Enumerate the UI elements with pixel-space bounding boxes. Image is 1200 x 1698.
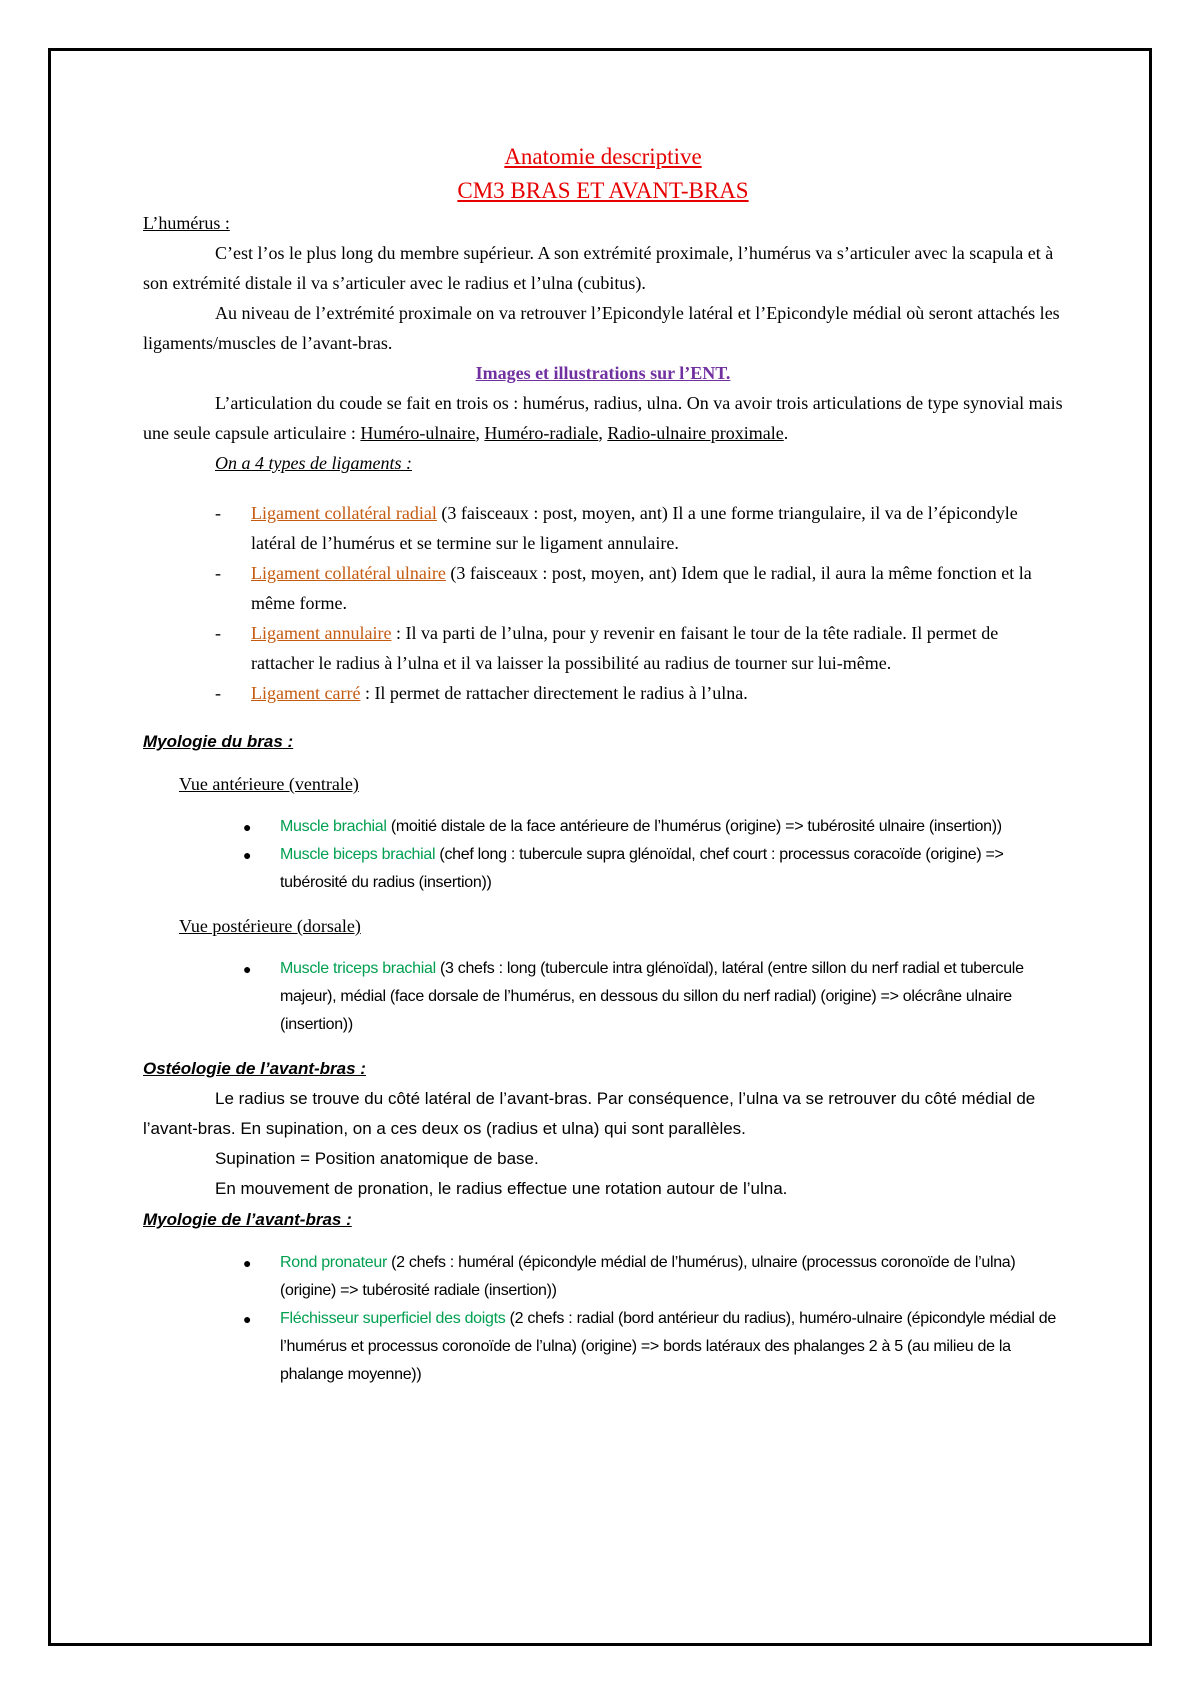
muscle-name: Muscle biceps brachial: [280, 846, 436, 863]
list-item: [143, 1305, 1063, 1389]
list-item: [143, 1249, 1063, 1305]
forearm-muscles-list: [143, 1249, 1063, 1389]
period: .: [783, 423, 789, 443]
ligament-description: (3 faisceaux : post, moyen, ant) Idem que le radial, il aura la même fonction et la même forme.: [251, 563, 1032, 613]
humerus-paragraph-2: Au niveau de l’extrémité proximale on va retrouver l’Epicondyle latéral et l’Epicondyle médial où seront attachés les ligaments/muscles de l’avant-bras.: [143, 303, 1060, 353]
humerus-heading: L’humérus :: [143, 213, 230, 233]
separator: ,: [598, 423, 608, 443]
muscle-name: Muscle brachial: [280, 818, 387, 835]
posterior-view-heading: Vue postérieure (dorsale): [179, 916, 361, 936]
anterior-view-heading: Vue antérieure (ventrale): [179, 774, 359, 794]
section-heading: Ostéologie de l’avant-bras :: [143, 1059, 366, 1078]
muscle-name: Rond pronateur: [280, 1254, 387, 1271]
list-item: [143, 618, 1063, 678]
section-heading: Myologie du bras :: [143, 732, 294, 751]
articulation-text: L’articulation du coude se fait en trois os : humérus, radius, ulna. On va avoir trois articulations de type synovial mais une seule capsule articulaire :: [143, 393, 1063, 443]
document-body: [143, 140, 1063, 1389]
posterior-muscles-list: [143, 955, 1063, 1039]
humerus-paragraph-1: C’est l’os le plus long du membre supérieur. A son extrémité proximale, l’humérus va s’articuler avec la scapula et à son extrémité distale il va s’articuler avec le radius et l’ulna (cubitus).: [143, 243, 1054, 293]
list-item: [143, 841, 1063, 897]
bullet-icon: ●: [243, 847, 252, 863]
muscle-description: (3 chefs : long (tubercule intra glénoïdal), latéral (entre sillon du nerf radial et tubercule majeur), médial (face dorsale de l’humérus, en dessous du sillon du nerf radial) (origine) => olécrâne ulnaire (insertion)): [280, 960, 1024, 1033]
muscle-description: (2 chefs : radial (bord antérieur du radius), huméro-ulnaire (épicondyle médial de l’humérus et processus coronoïde de l’ulna) (origine) => bords latéraux des phalanges 2 à 5 (au milieu de la phalange moyenne)): [280, 1310, 1056, 1383]
list-item: [143, 678, 1063, 708]
osteologie-paragraph-2: Supination = Position anatomique de base.: [215, 1149, 539, 1168]
osteologie-heading: [143, 1053, 1063, 1084]
ligaments-heading: On a 4 types de ligaments :: [215, 453, 412, 473]
muscle-description: (2 chefs : huméral (épicondyle médial de l’humérus), ulnaire (processus coronoïde de l’ulna) (origine) => tubérosité radiale (insertion)): [280, 1254, 1016, 1299]
myologie-avant-bras-heading: [143, 1204, 1063, 1235]
humerus-paragraph-3: [143, 388, 1063, 448]
section-heading: Myologie de l’avant-bras :: [143, 1210, 352, 1229]
list-item: [143, 955, 1063, 1039]
bullet-icon: ●: [243, 1255, 252, 1271]
osteologie-paragraph-3: En mouvement de pronation, le radius effectue une rotation autour de l’ulna.: [215, 1179, 788, 1198]
bullet-icon: ●: [243, 1311, 252, 1327]
muscle-name: Fléchisseur superficiel des doigts: [280, 1310, 506, 1327]
ligament-name: Ligament annulaire: [251, 623, 392, 643]
ligament-description: : Il permet de rattacher directement le radius à l’ulna.: [360, 683, 748, 703]
articulation-humero-ulnaire: Huméro-ulnaire: [360, 423, 476, 443]
muscle-description: (chef long : tubercule supra glénoïdal, chef court : processus coracoïde (origine) => tubérosité du radius (insertion)): [280, 846, 1004, 891]
anterior-muscles-list: [143, 813, 1063, 897]
list-item: [143, 558, 1063, 618]
ligament-description: (3 faisceaux : post, moyen, ant) Il a une forme triangulaire, il va de l’épicondyle latéral de l’humérus et se termine sur le ligament annulaire.: [251, 503, 1018, 553]
osteologie-paragraph-1: Le radius se trouve du côté latéral de l’avant-bras. Par conséquence, l’ulna va se retrouver du côté médial de l’avant-bras. En supination, on a ces deux os (radius et ulna) qui sont parallèles.: [143, 1089, 1036, 1138]
muscle-description: (moitié distale de la face antérieure de l’humérus (origine) => tubérosité ulnaire (insertion)): [386, 818, 1002, 835]
ligament-name: Ligament collatéral ulnaire: [251, 563, 446, 583]
ligament-name: Ligament collatéral radial: [251, 503, 437, 523]
ent-link[interactable]: Images et illustrations sur l’ENT.: [475, 363, 731, 383]
page-title: Anatomie descriptive: [504, 144, 702, 169]
articulation-humero-radiale: Huméro-radiale: [484, 423, 599, 443]
ligament-description: : Il va parti de l’ulna, pour y revenir en faisant le tour de la tête radiale. Il permet de rattacher le radius à l’ulna et il va laisser la possibilité au radius de tourner sur lui-même.: [251, 623, 999, 673]
muscle-name: Muscle triceps brachial: [280, 960, 436, 977]
myologie-bras-heading: [143, 726, 1063, 757]
ligaments-list: [143, 498, 1063, 708]
page-subtitle: CM3 BRAS ET AVANT-BRAS: [457, 178, 749, 203]
list-item: [143, 813, 1063, 841]
list-item: [143, 498, 1063, 558]
osteologie-body: [143, 1084, 1063, 1204]
articulation-radio-ulnaire: Radio-ulnaire proximale: [607, 423, 784, 443]
bullet-icon: ●: [243, 819, 252, 835]
ligament-name: Ligament carré: [251, 683, 361, 703]
bullet-icon: ●: [243, 961, 252, 977]
separator: ,: [475, 423, 485, 443]
